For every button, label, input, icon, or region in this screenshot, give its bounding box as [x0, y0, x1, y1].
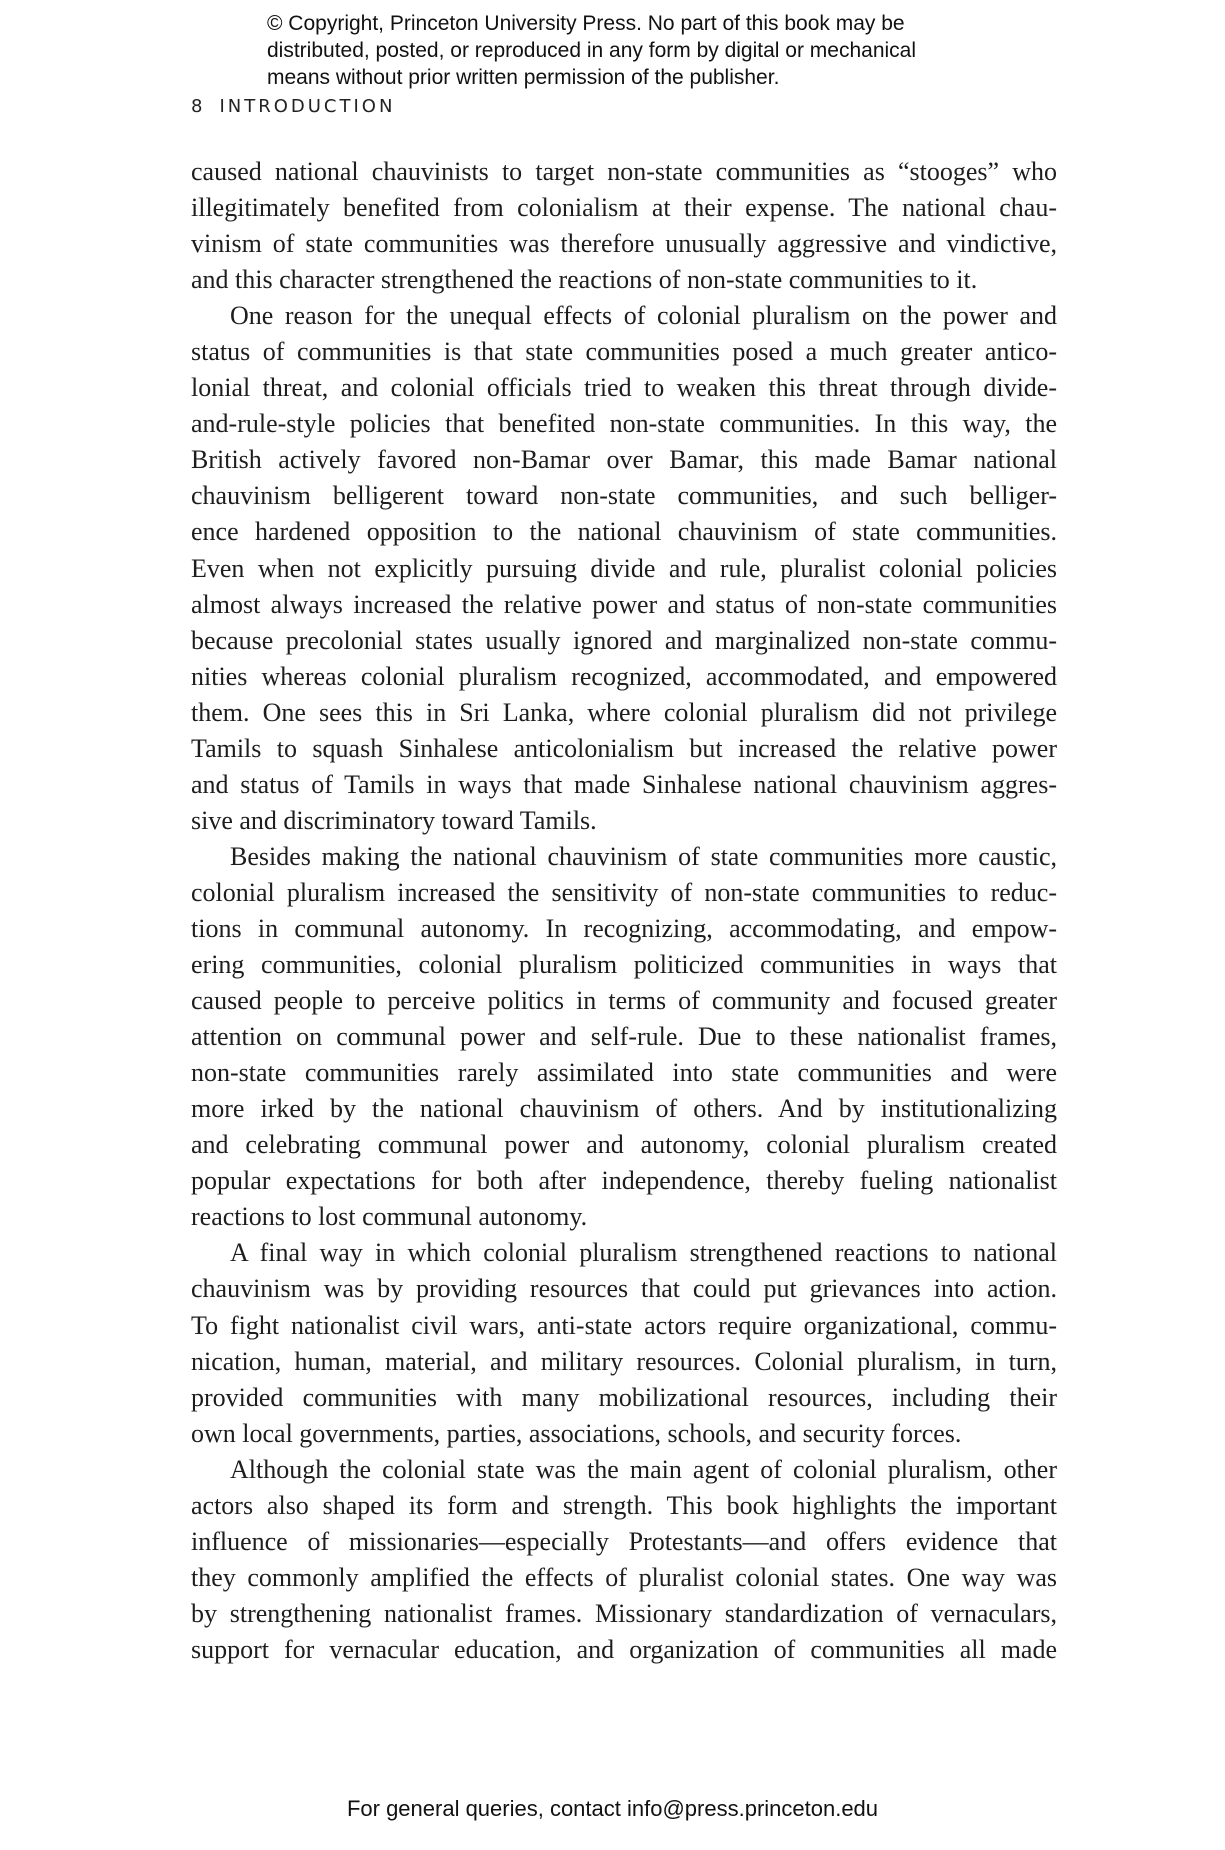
text-line: colonial pluralism increased the sensitivity of non-state communities to reduc-: [191, 877, 1057, 907]
text-line: and celebrating communal power and autonomy, colonial pluralism created: [191, 1130, 1057, 1160]
text-line: attention on communal power and self-rule. Due to these nationalist frames,: [191, 1022, 1057, 1052]
text-line: Although the colonial state was the main agent of colonial pluralism, other: [230, 1454, 1057, 1484]
text-line: influence of missionaries—especially Protestants—and offers evidence that: [191, 1526, 1057, 1556]
text-line: own local governments, parties, associations, schools, and security forces.: [191, 1418, 962, 1448]
text-line: nities whereas colonial pluralism recognized, accommodated, and empowered: [191, 661, 1057, 691]
paragraph: [191, 1452, 1057, 1668]
text-line: actors also shaped its form and strength. This book highlights the important: [191, 1490, 1057, 1520]
text-line: popular expectations for both after independence, thereby fueling nationalist: [191, 1166, 1057, 1196]
text-line: Tamils to squash Sinhalese anticolonialism but increased the relative power: [191, 733, 1057, 763]
text-line: caused national chauvinists to target non-state communities as “stooges” who: [191, 157, 1057, 186]
section-title: INTRODUCTION: [219, 96, 396, 117]
copyright-line: © Copyright, Princeton University Press. No part of this book may be: [267, 12, 905, 35]
text-line: Even when not explicitly pursuing divide and rule, pluralist colonial policies: [191, 553, 1057, 583]
copyright-notice: [267, 10, 987, 91]
copyright-line: means without prior written permission of the publisher.: [267, 66, 780, 89]
text-line: reactions to lost communal autonomy.: [191, 1202, 588, 1232]
paragraph: [191, 154, 1057, 298]
text-line: nication, human, material, and military resources. Colonial pluralism, in turn,: [191, 1346, 1057, 1376]
text-line: sive and discriminatory toward Tamils.: [191, 805, 597, 835]
text-line: To fight nationalist civil wars, anti-state actors require organizational, commu-: [191, 1310, 1057, 1340]
text-line: caused people to perceive politics in terms of community and focused greater: [191, 986, 1057, 1016]
text-line: A final way in which colonial pluralism strengthened reactions to national: [230, 1238, 1057, 1268]
text-line: British actively favored non-Bamar over Bamar, this made Bamar national: [191, 445, 1057, 475]
text-line: and this character strengthened the reactions of non-state communities to it.: [191, 265, 978, 295]
text-line: non-state communities rarely assimilated into state communities and were: [191, 1058, 1057, 1088]
text-line: ence hardened opposition to the national chauvinism of state communities.: [191, 517, 1057, 547]
page-number: 8: [191, 96, 206, 117]
text-line: more irked by the national chauvinism of others. And by institutionalizing: [191, 1094, 1057, 1124]
running-head: [191, 96, 395, 117]
text-line: lonial threat, and colonial officials tried to weaken this threat through divide-: [191, 373, 1057, 403]
text-line: because precolonial states usually ignored and marginalized non-state commu-: [191, 625, 1057, 655]
text-line: they commonly amplified the effects of pluralist colonial states. One way was: [191, 1562, 1057, 1592]
text-line: status of communities is that state communities posed a much greater antico-: [191, 337, 1057, 367]
text-line: One reason for the unequal effects of colonial pluralism on the power and: [230, 301, 1057, 331]
text-line: almost always increased the relative power and status of non-state communities: [191, 589, 1057, 619]
text-line: them. One sees this in Sri Lanka, where colonial pluralism did not privilege: [191, 697, 1057, 727]
text-line: and-rule-style policies that benefited non-state communities. In this way, the: [191, 409, 1057, 439]
text-line: support for vernacular education, and organization of communities all made: [191, 1634, 1057, 1664]
text-line: provided communities with many mobilizational resources, including their: [191, 1382, 1057, 1412]
text-line: and status of Tamils in ways that made Sinhalese national chauvinism aggres-: [191, 769, 1057, 799]
text-line: Besides making the national chauvinism of state communities more caustic,: [230, 841, 1057, 871]
copyright-line: distributed, posted, or reproduced in any form by digital or mechanical: [267, 39, 917, 62]
text-line: by strengthening nationalist frames. Missionary standardization of vernaculars,: [191, 1598, 1057, 1628]
paragraph: [191, 1235, 1057, 1451]
text-line: vinism of state communities was therefore unusually aggressive and vindictive,: [191, 229, 1057, 259]
text-line: illegitimately benefited from colonialism at their expense. The national chau-: [191, 193, 1057, 223]
text-line: tions in communal autonomy. In recognizing, accommodating, and empow-: [191, 913, 1057, 943]
text-line: chauvinism was by providing resources that could put grievances into action.: [191, 1274, 1057, 1304]
paragraph: [191, 298, 1057, 839]
paragraph: [191, 839, 1057, 1236]
text-line: ering communities, colonial pluralism politicized communities in ways that: [191, 950, 1057, 980]
footer-contact: For general queries, contact info@press.princeton.edu: [346, 1796, 879, 1821]
text-line: chauvinism belligerent toward non-state communities, and such belliger-: [191, 481, 1057, 511]
body-text: [191, 154, 1057, 1668]
